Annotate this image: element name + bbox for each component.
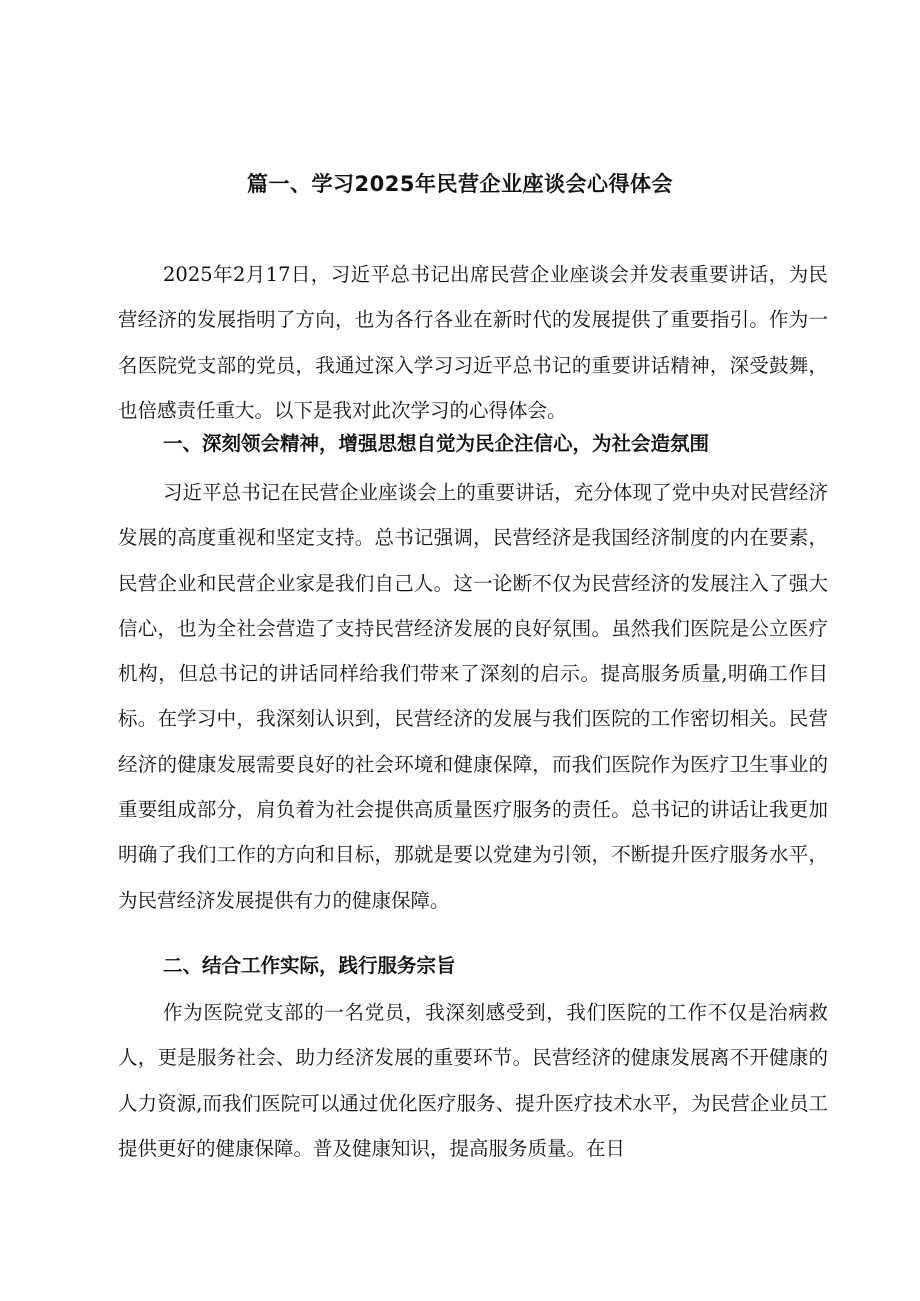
section-heading-1: 一、深刻领会精神，增强思想自觉为民企注信心，为社会造氛围 xyxy=(163,432,710,455)
paragraph-section-1: 习近平总书记在民营企业座谈会上的重要讲话，充分体现了党中央对民营经济发展的高度重视和坚定支持。总书记强调，民营经济是我国经济制度的内在要素，民营企业和民营企业家是我们自己人。这一论断不仅为民营经济的发展注入了强大信心，也为全社会营造了支持民营经济发展的良好氛围。虽然我们医院是公立医疗机构，但总书记的讲话同样给我们带来了深刻的启示。提高服务质量,明确工作目标。在学习中，我深刻认识到，民营经济的发展与我们医院的工作密切相关。民营经济的健康发展需要良好的社会环境和健康保障，而我们医院作为医疗卫生事业的重要组成部分，肩负着为社会提供高质量医疗服务的责任。总书记的讲话让我更加明确了我们工作的方向和目标，那就是要以党建为引领，不断提升医疗服务水平，为民营经济发展提供有力的健康保障。 xyxy=(118,481,828,912)
document-title: 篇一、学习2025年民营企业座谈会心得体会 xyxy=(247,172,673,196)
section-heading-2: 二、结合工作实际，践行服务宗旨 xyxy=(163,954,456,977)
paragraph-intro: 2025年2月17日，习近平总书记出席民营企业座谈会并发表重要讲话，为民营经济的发展指明了方向，也为各行各业在新时代的发展提供了重要指引。作为一名医院党支部的党员，我通过深入学习习近平总书记的重要讲话精神，深受鼓舞，也倍感责任重大。以下是我对此次学习的心得体会。 xyxy=(118,263,828,422)
paragraph-section-2: 作为医院党支部的一名党员，我深刻感受到，我们医院的工作不仅是治病救人，更是服务社会、助力经济发展的重要环节。民营经济的健康发展离不开健康的人力资源,而我们医院可以通过优化医疗服务、提升医疗技术水平，为民营企业员工提供更好的健康保障。普及健康知识，提高服务质量。在日 xyxy=(118,1001,828,1160)
